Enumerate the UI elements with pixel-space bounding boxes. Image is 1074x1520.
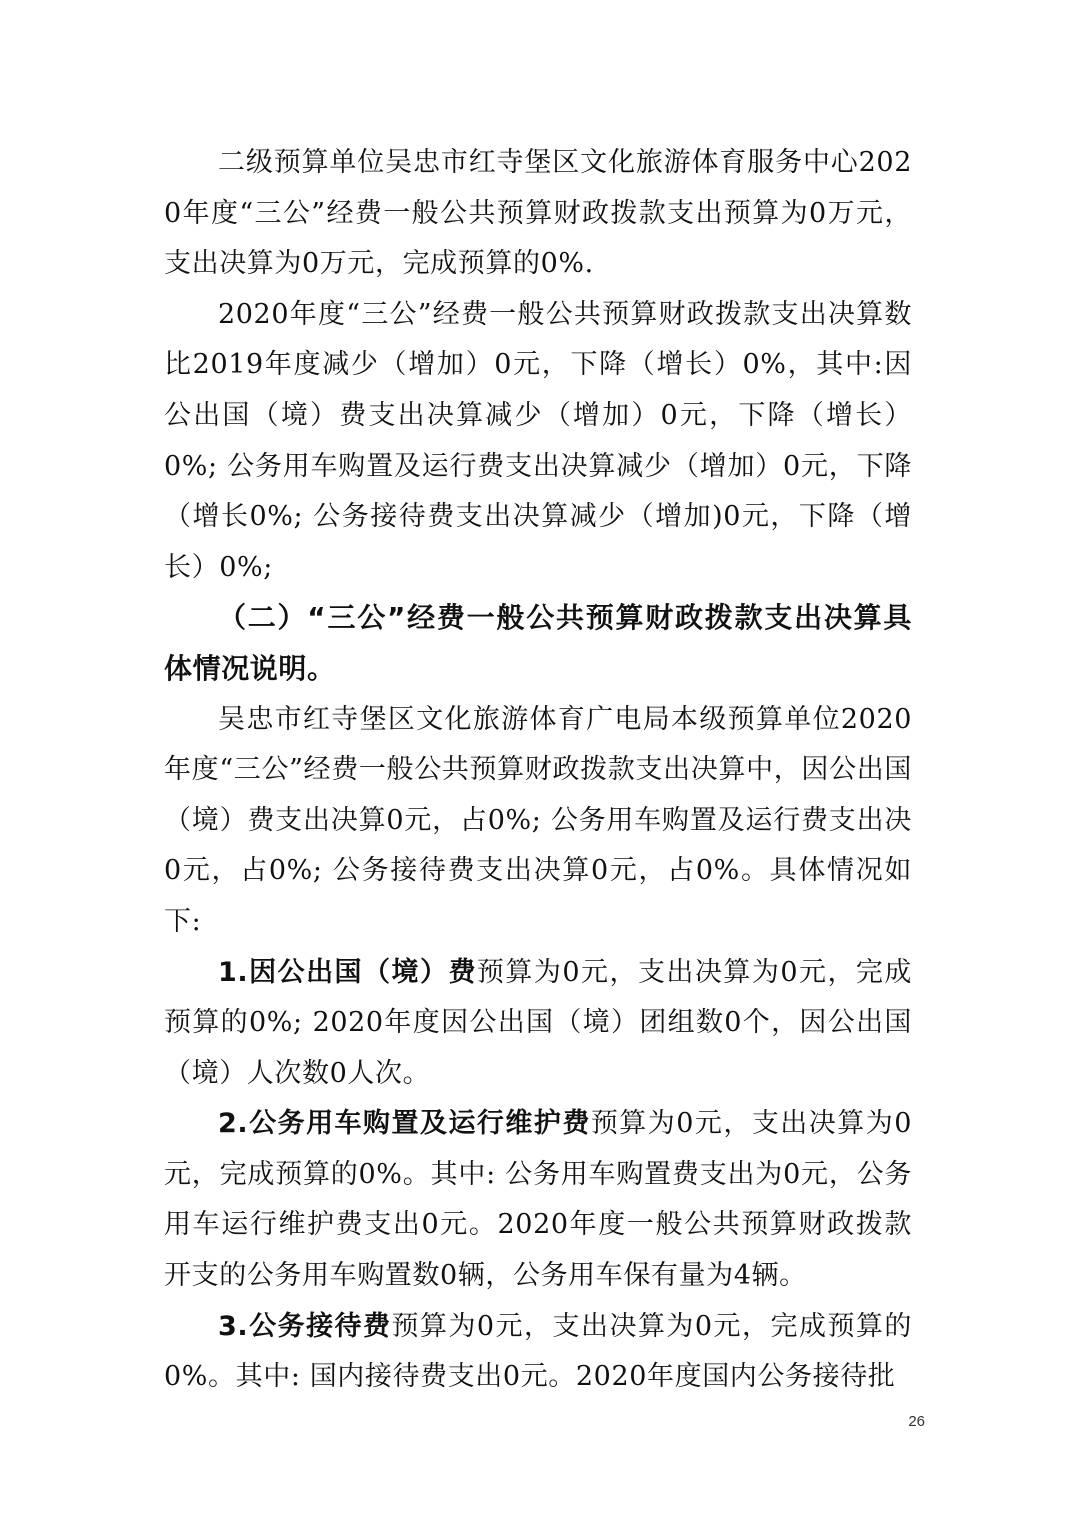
item-vehicle-costs-text: 预算为0元，支出决算为0元，完成预算的0%。其中: 公务用车购置费支出为0元，公务用车运行维护费支出0元。2020年度一般公共预算财政拨款开支的公务用车购置数0辆，公务用车保有量为4辆。 <box>164 1108 912 1292</box>
page-number: 26 <box>908 1413 925 1430</box>
item-overseas-travel-title: 1.因公出国（境）费 <box>218 956 477 988</box>
item-reception-costs-title: 3.公务接待费 <box>218 1310 392 1342</box>
item-reception-costs-text: 预算为0元，支出决算为0元，完成预算的0%。其中: 国内接待费支出0元。2020年度国内公务接待批 <box>164 1310 912 1393</box>
item-vehicle-costs-title: 2.公务用车购置及运行维护费 <box>218 1108 591 1140</box>
item-overseas-travel <box>164 948 912 1100</box>
paragraph-secondary-unit-budget: 二级预算单位吴忠市红寺堡区文化旅游体育服务中心2020年度“三公”经费一般公共预算财政拨款支出预算为0万元，支出决算为0万元，完成预算的0%. <box>164 147 912 280</box>
item-vehicle-costs <box>164 1099 912 1301</box>
item-reception-costs <box>164 1302 912 1403</box>
document-body <box>164 138 912 1403</box>
item-overseas-travel-text: 预算为0元，支出决算为0元，完成预算的0%; 2020年度因公出国（境）团组数0个，因公出国（境）人次数0人次。 <box>164 956 912 1089</box>
paragraph-bureau-level-summary-text: 吴忠市红寺堡区文化旅游体育广电局本级预算单位2020年度“三公”经费一般公共预算财政拨款支出决算中，因公出国（境）费支出决算0元，占0%; 公务用车购置及运行费支出决0元，占0%; 公务接待费支出决算0元，占0%。具体情况如下: <box>164 703 912 937</box>
section-heading-2: （二）“三公”经费一般公共预算财政拨款支出决算具体情况说明。 <box>164 601 912 685</box>
paragraph-year-comparison: 2020年度“三公”经费一般公共预算财政拨款支出决算数比2019年度减少（增加）0元，下降（增长）0%，其中:因公出国（境）费支出决算减少（增加）0元，下降（增长）0%; 公务用车购置及运行费支出决算减少（增加）0元，下降（增长0%; 公务接待费支出决算减少（增加)0元，下降（增长）0%; <box>164 298 912 583</box>
paragraph-bureau-level-summary <box>164 695 912 948</box>
